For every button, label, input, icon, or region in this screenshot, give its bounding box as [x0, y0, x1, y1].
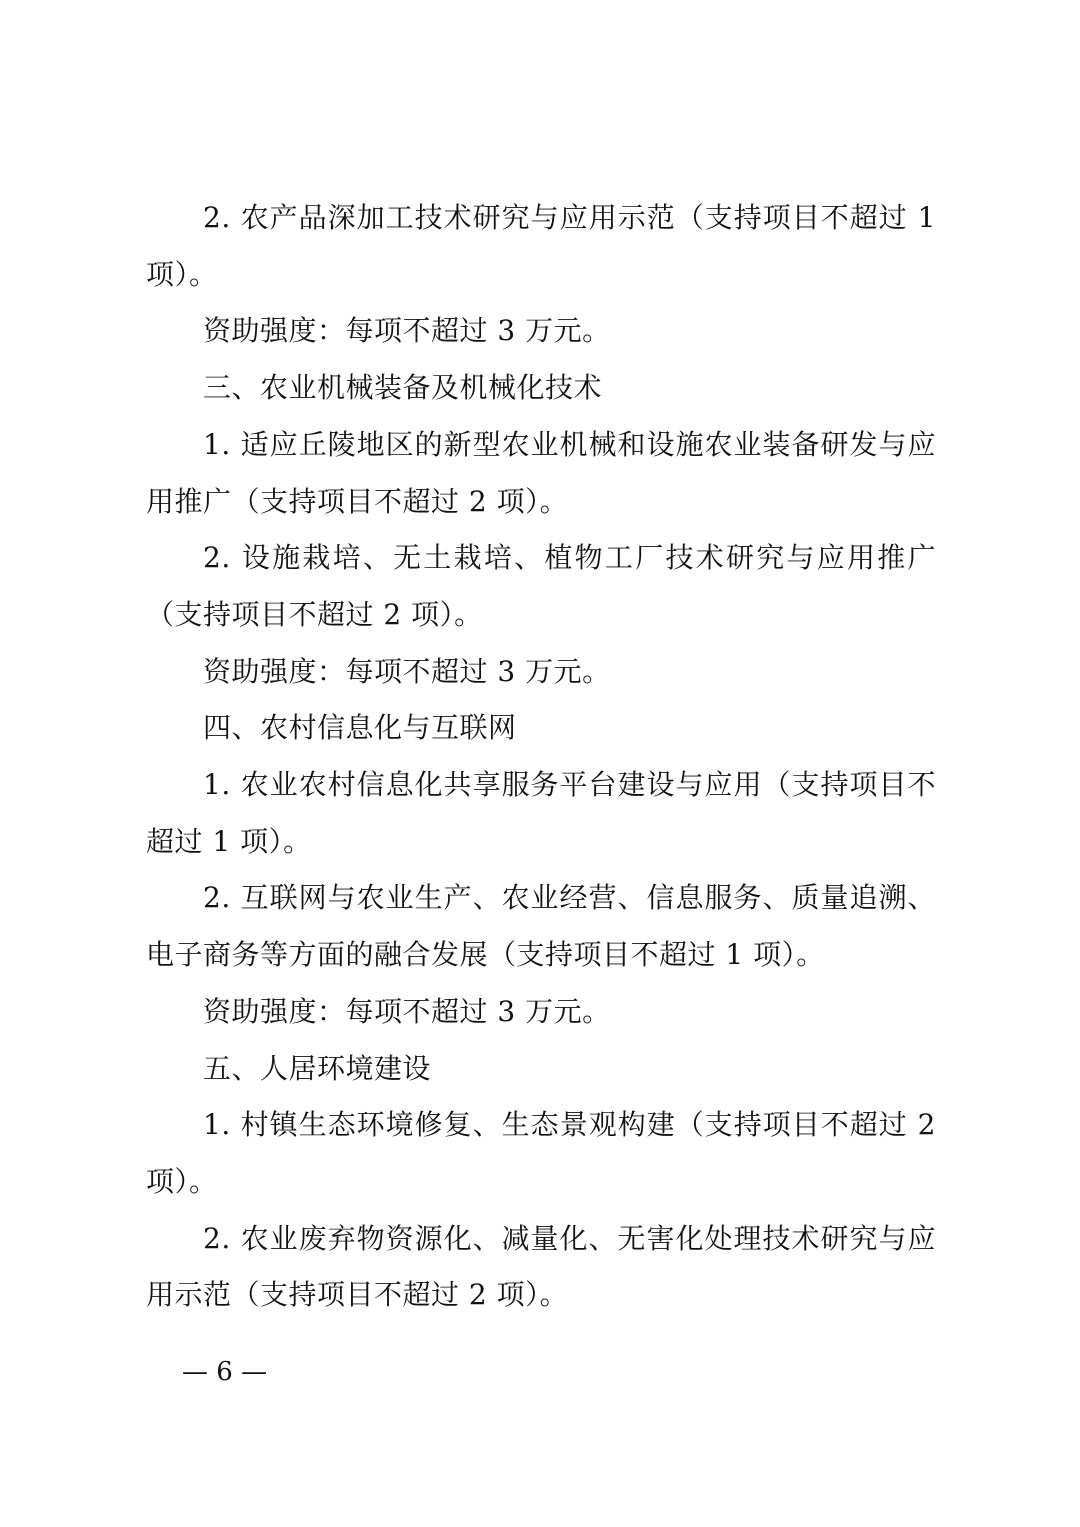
section-heading: 五、人居环境建设 [203, 1051, 432, 1085]
funding-intensity-paragraph: 资助强度：每项不超过 3 万元。 [203, 994, 611, 1028]
document-body [146, 190, 936, 1324]
funding-intensity-paragraph: 资助强度：每项不超过 3 万元。 [203, 654, 611, 688]
paragraph-item: 1. 村镇生态环境修复、生态景观构建（支持项目不超过 2 项）。 [146, 1108, 936, 1198]
paragraph-item: 2. 互联网与农业生产、农业经营、信息服务、质量追溯、电子商务等方面的融合发展（支持项目不超过 1 项）。 [146, 881, 936, 972]
section-heading: 四、农村信息化与互联网 [203, 711, 517, 745]
paragraph-item: 2. 设施栽培、无土栽培、植物工厂技术研究与应用推广（支持项目不超过 2 项）。 [146, 541, 936, 631]
paragraph-item: 2. 农产品深加工技术研究与应用示范（支持项目不超过 1 项）。 [146, 201, 936, 291]
paragraph-item: 2. 农业废弃物资源化、减量化、无害化处理技术研究与应用示范（支持项目不超过 2 项）。 [146, 1221, 936, 1312]
paragraph-item: 1. 农业农村信息化共享服务平台建设与应用（支持项目不超过 1 项）。 [146, 768, 936, 858]
section-heading: 三、农业机械装备及机械化技术 [203, 371, 603, 405]
page-number: — 6 — [182, 1357, 268, 1387]
paragraph-item: 1. 适应丘陵地区的新型农业机械和设施农业装备研发与应用推广（支持项目不超过 2 项）。 [146, 427, 936, 518]
funding-intensity-paragraph: 资助强度：每项不超过 3 万元。 [203, 314, 611, 348]
